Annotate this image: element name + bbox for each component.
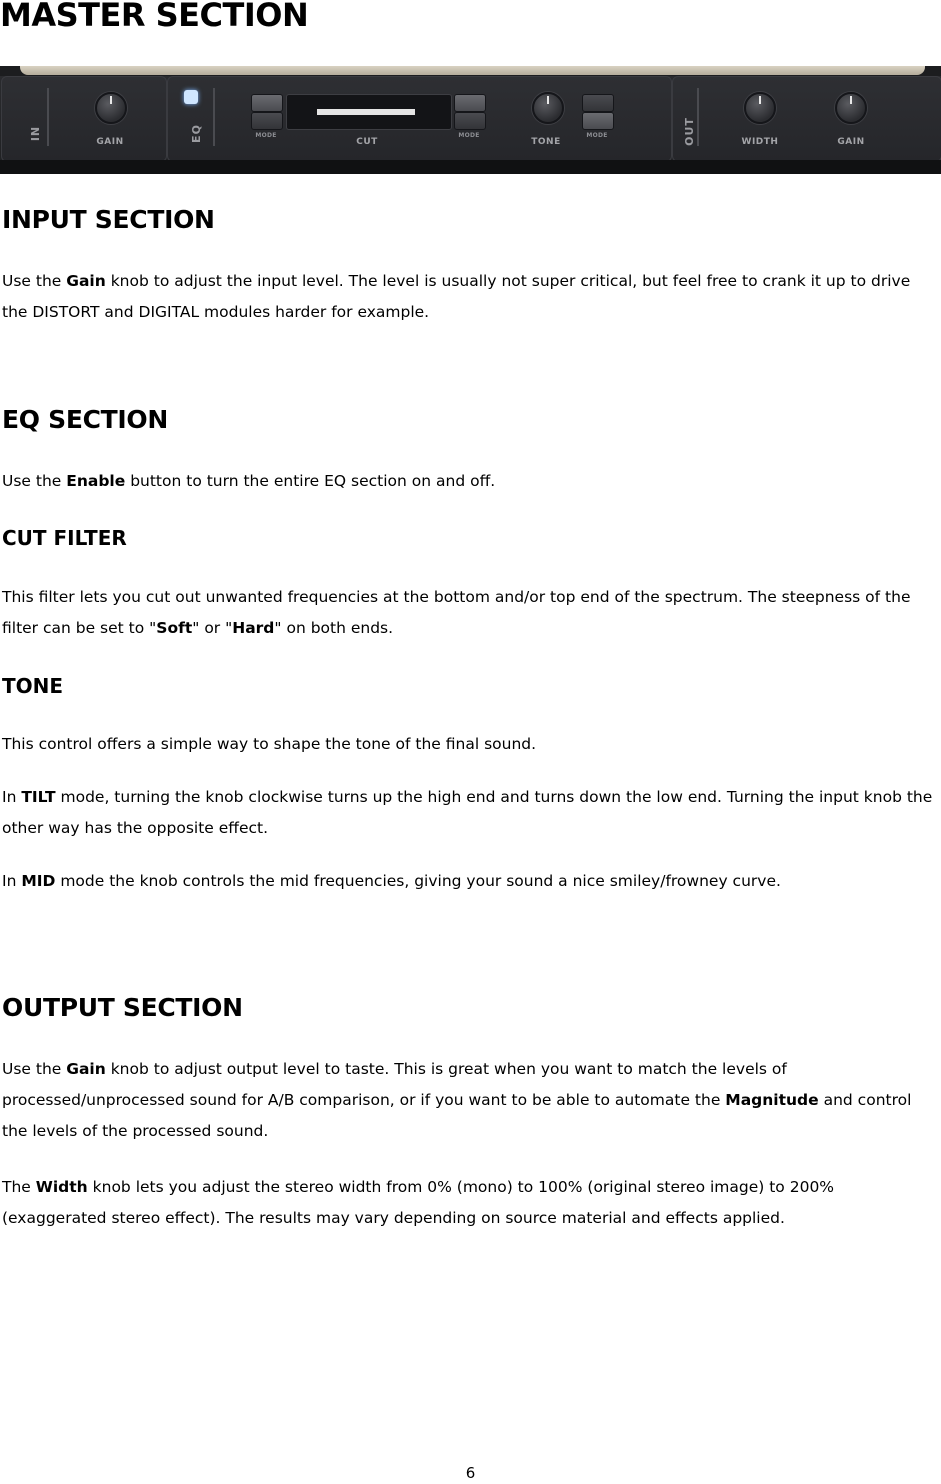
tone-heading: TONE: [2, 674, 64, 698]
cut-filter-range[interactable]: [286, 94, 452, 130]
tone-mid-mode-button[interactable]: [582, 112, 614, 130]
cut-label: CUT: [356, 137, 378, 147]
page-title: MASTER SECTION: [0, 0, 309, 34]
eq-section-paragraph: Use the Enable button to turn the entire EQ section on and off.: [2, 472, 496, 490]
page-number: 6: [465, 1464, 476, 1482]
tone-label: TONE: [531, 137, 561, 147]
eq-enable-button[interactable]: [184, 90, 198, 104]
input-gain-label: GAIN: [96, 137, 124, 147]
width-label: WIDTH: [741, 137, 779, 147]
cut-low-hard-mode-button[interactable]: [251, 94, 283, 112]
cut-low-soft-mode-button[interactable]: [251, 112, 283, 130]
input-gain-knob[interactable]: [95, 92, 127, 124]
cut-high-soft-mode-button[interactable]: [454, 112, 486, 130]
tone-paragraph-2: In TILT mode, turning the knob clockwise turns up the high end and turns down the low end. Turning the input knob the other way has the opposite effect.: [2, 788, 933, 837]
output-module: [672, 76, 941, 162]
output-gain-label: GAIN: [837, 137, 865, 147]
tone-paragraph-3: In MID mode the knob controls the mid frequencies, giving your sound a nice smiley/frowney curve.: [2, 872, 781, 890]
output-section-heading: OUTPUT SECTION: [2, 993, 243, 1022]
output-section-paragraph-1: Use the Gain knob to adjust output level to taste. This is great when you want to match the levels of processed/unprocessed sound for A/B comparison, or if you want to be able to automate the Magnitude and control the levels of the processed sound.: [2, 1060, 912, 1140]
eq-label: EQ: [189, 124, 203, 143]
tone-knob[interactable]: [532, 92, 564, 124]
output-gain-knob[interactable]: [835, 92, 867, 124]
panel-top-trim: [20, 66, 925, 75]
cut-filter-heading: CUT FILTER: [2, 526, 127, 550]
output-section-paragraph-2: The Width knob lets you adjust the stereo width from 0% (mono) to 100% (original stereo image) to 200% (exaggerated stereo effect). The results may vary depending on source material and effects applied.: [2, 1178, 835, 1227]
cut-high-mode-label: MODE: [458, 132, 480, 139]
tone-tilt-mode-button[interactable]: [582, 94, 614, 112]
in-divider: [47, 88, 49, 146]
tone-mode-label: MODE: [586, 132, 608, 139]
cut-filter-paragraph: This filter lets you cut out unwanted frequencies at the bottom and/or top end of the spectrum. The steepness of the filter can be set to "Soft" or "Hard" on both ends.: [2, 588, 911, 637]
eq-section-heading: EQ SECTION: [2, 405, 168, 434]
tone-paragraph-1: This control offers a simple way to shape the tone of the final sound.: [2, 735, 537, 753]
out-divider: [697, 88, 699, 146]
eq-divider: [213, 88, 215, 146]
input-section-paragraph: Use the Gain knob to adjust the input level. The level is usually not super critical, but feel free to crank it up to drive the DISTORT and DIGITAL modules harder for example.: [2, 272, 911, 321]
out-label: OUT: [682, 117, 696, 146]
input-module: [1, 76, 167, 162]
cut-low-mode-label: MODE: [255, 132, 277, 139]
width-knob[interactable]: [744, 92, 776, 124]
input-section-heading: INPUT SECTION: [2, 205, 215, 234]
panel-bottom-edge: [0, 160, 941, 174]
cut-high-hard-mode-button[interactable]: [454, 94, 486, 112]
in-label: IN: [29, 125, 43, 142]
cut-filter-range-bar[interactable]: [317, 109, 415, 115]
